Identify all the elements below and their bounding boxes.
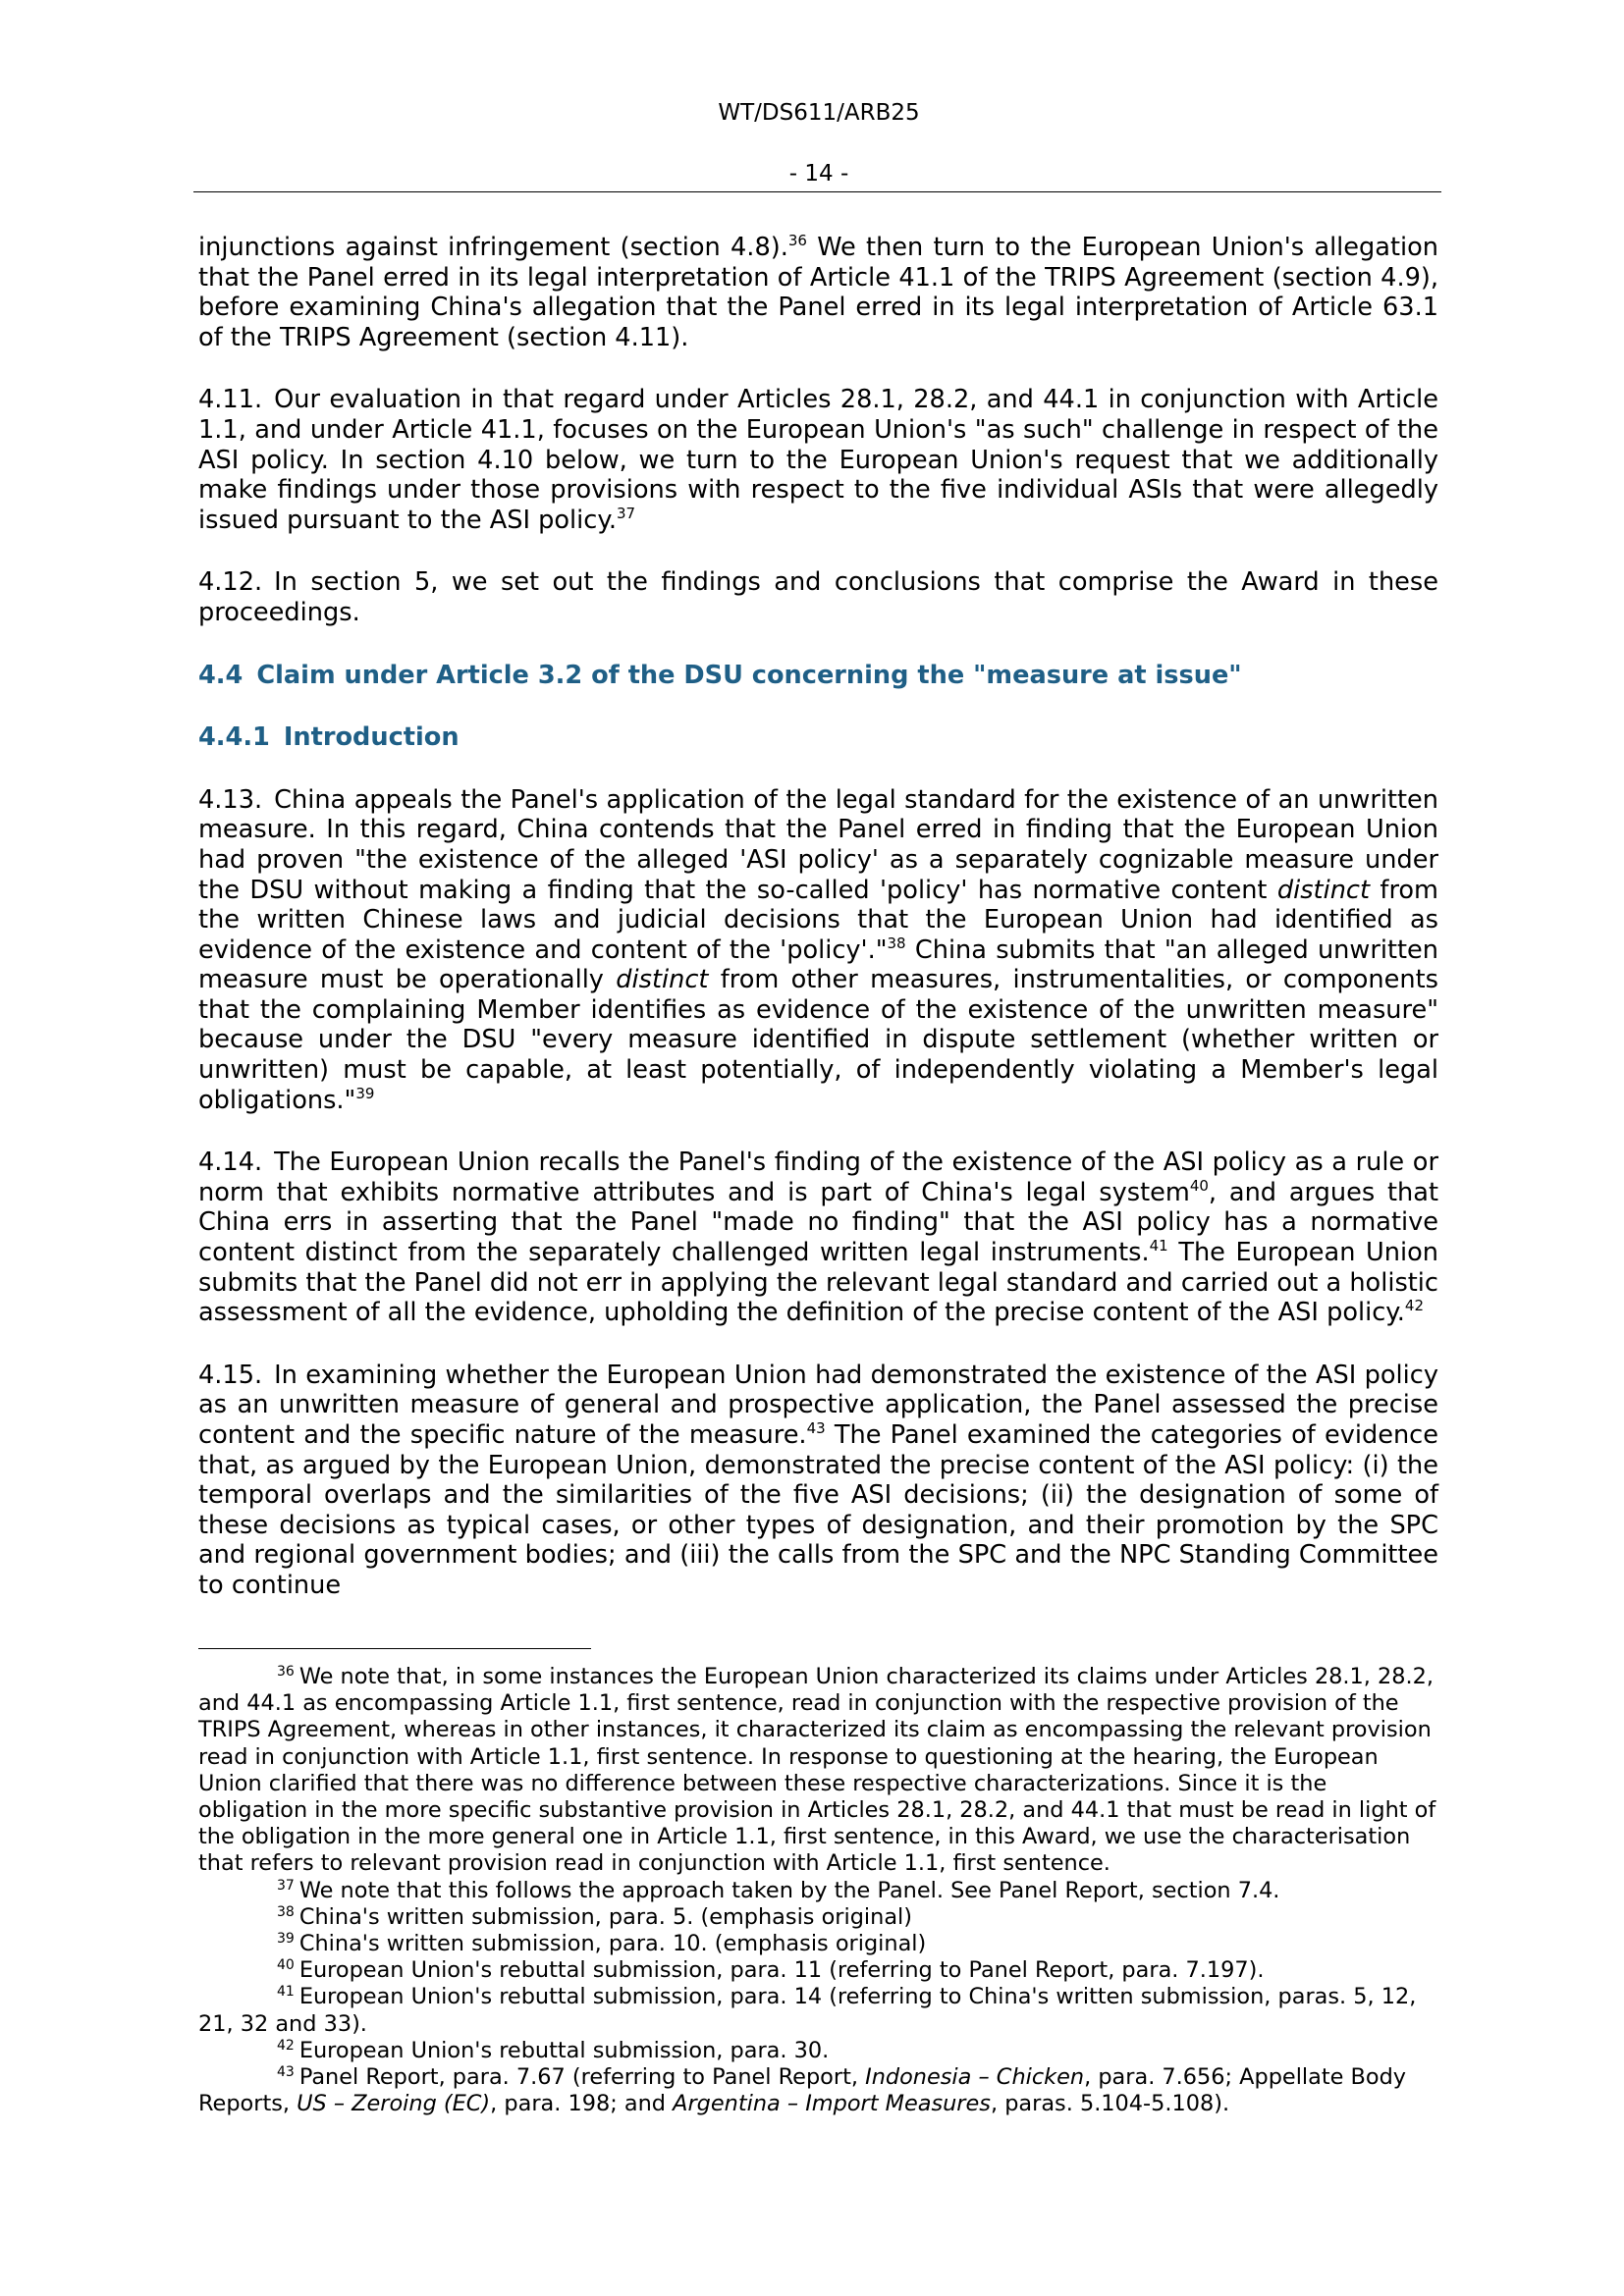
- footnote-number: 43: [277, 2064, 295, 2081]
- paragraph-number: 4.13.: [198, 784, 263, 815]
- footnote-ref[interactable]: 37: [616, 504, 636, 522]
- document-symbol: WT/DS611/ARB25: [718, 100, 920, 126]
- footnote-41: $^{41}$ European Union's rebuttal submission, para. 14 (referring to China's written submission, paras. 5, 12, 21, 32 and 33).: [198, 1984, 1417, 2037]
- section-heading-4-4: [198, 661, 1438, 691]
- header-rule: [193, 191, 1441, 192]
- footnote-number: 38: [277, 1903, 295, 1920]
- footnote-ref[interactable]: 39: [355, 1084, 375, 1102]
- footnote-ref[interactable]: 40: [1189, 1176, 1209, 1195]
- heading-text: Introduction: [283, 722, 460, 753]
- footnote-ref[interactable]: 36: [787, 232, 807, 249]
- paragraph-4-12: 4.12. In section 5, we set out the findings and conclusions that comprise the Award in these proceedings.: [198, 567, 1438, 627]
- paragraph-continued: injunctions against infringement (section 4.8).$^{36}$ We then turn to the European Union's allegation that the Panel erred in its legal interpretation of Article 41.1 of the TRIPS Agreement (section 4.9), before examining China's allegation that the Panel erred in its legal interpretation of Article 63.1 of the TRIPS Agreement (section 4.11).: [198, 232, 1438, 352]
- footnote-number: 36: [277, 1664, 295, 1680]
- paragraph-4-11: 4.11. Our evaluation in that regard under Articles 28.1, 28.2, and 44.1 in conjunction with Article 1.1, and under Article 41.1, focuses on the European Union's "as such" challenge in respect of the ASI policy. In section 4.10 below, we turn to the European Union's request that we additionally make findings under those provisions with respect to the five individual ASIs that were allegedly issued pursuant to the ASI policy.$^{37}$: [198, 385, 1438, 535]
- paragraph-number: 4.12.: [198, 567, 263, 598]
- footnote-37: $^{37}$ We note that this follows the approach taken by the Panel. See Panel Report, section 7.4.: [277, 1877, 1280, 1903]
- footnote-39: $^{39}$ China's written submission, para. 10. (emphasis original): [277, 1931, 927, 1957]
- footnote-number: 41: [277, 1984, 295, 2001]
- footnote-ref[interactable]: 43: [806, 1419, 826, 1437]
- footnote-number: 42: [277, 2037, 295, 2054]
- heading-number: 4.4.1: [198, 722, 270, 753]
- section-heading-4-4-1: [198, 722, 1438, 753]
- footnote-43: $^{43}$ Panel Report, para. 7.67 (referring to Panel Report, Indonesia – Chicken, para. 7.656; Appellate Body Reports, US – Zeroing (EC), para. 198; and Argentina – Import Measures, paras. 5.104-5.108).: [198, 2064, 1407, 2117]
- body-text: [198, 233, 1438, 1633]
- footnote-36: $^{36}$ We note that, in some instances the European Union characterized its claims under Articles 28.1, 28.2, and 44.1 as encompassing Article 1.1, first sentence, read in conjunction with the respective provision of the TRIPS Agreement, whereas in other instances, it characterized its claim as encompassing the relevant provision read in conjunction with Article 1.1, first sentence. In response to questioning at the hearing, the European Union clarified that there was no difference between these respective characterizations. Since it is the obligation in the more specific substantive provision in Articles 28.1, 28.2, and 44.1 that must be read in light of the obligation in the more general one in Article 1.1, first sentence, in this Award, we use the characterisation that refers to relevant provision read in conjunction with Article 1.1, first sentence.: [198, 1664, 1436, 1877]
- footnotes: [198, 1664, 1438, 2117]
- footnote-separator: [198, 1648, 591, 1649]
- footnote-number: 37: [277, 1877, 295, 1894]
- paragraph-number: 4.15.: [198, 1360, 263, 1390]
- footnote-number: 40: [277, 1957, 295, 1974]
- heading-text: Claim under Article 3.2 of the DSU concerning the "measure at issue": [256, 660, 1242, 690]
- footnote-42: $^{42}$ European Union's rebuttal submission, para. 30.: [277, 2037, 830, 2063]
- paragraph-4-15: 4.15. In examining whether the European Union had demonstrated the existence of the ASI policy as an unwritten measure of general and prospective application, the Panel assessed the precise content and the specific nature of the measure.$^{43}$ The Panel examined the categories of evidence that, as argued by the European Union, demonstrated the precise content of the ASI policy: (i) the temporal overlaps and the similarities of the five ASI decisions; (ii) the designation of some of these decisions as typical cases, or other types of designation, and their promotion by the SPC and regional government bodies; and (iii) the calls from the SPC and the NPC Standing Committee to continue: [198, 1360, 1438, 1600]
- heading-number: 4.4: [198, 660, 244, 690]
- paragraph-4-14: 4.14. The European Union recalls the Panel's finding of the existence of the ASI policy as a rule or norm that exhibits normative attributes and is part of China's legal system$^{40}$, and argues that China errs in asserting that the Panel "made no finding" that the ASI policy has a normative content distinct from the separately challenged written legal instruments.$^{41}$ The European Union submits that the Panel did not err in applying the relevant legal standard and carried out a holistic assessment of all the evidence, upholding the definition of the precise content of the ASI policy.$^{42}$: [198, 1148, 1438, 1328]
- footnote-number: 39: [277, 1931, 295, 1948]
- footnote-38: $^{38}$ China's written submission, para. 5. (emphasis original): [277, 1903, 912, 1930]
- paragraph-number: 4.14.: [198, 1148, 263, 1178]
- footnote-ref[interactable]: 41: [1149, 1237, 1168, 1255]
- footnote-40: $^{40}$ European Union's rebuttal submission, para. 11 (referring to Panel Report, para. 7.197).: [277, 1957, 1265, 1984]
- footnote-ref[interactable]: 38: [887, 934, 906, 952]
- paragraph-4-13: 4.13. China appeals the Panel's application of the legal standard for the existence of an unwritten measure. In this regard, China contends that the Panel erred in finding that the European Union had proven "the existence of the alleged 'ASI policy' as a separately cognizable measure under the DSU without making a finding that the so-called 'policy' has normative content distinct from the written Chinese laws and judicial decisions that the European Union had identified as evidence of the existence and content of the 'policy'."$^{38}$ China submits that "an alleged unwritten measure must be operationally distinct from other measures, instrumentalities, or components that the complaining Member identifies as evidence of the existence of the unwritten measure" because under the DSU "every measure identified in dispute settlement (whether written or unwritten) must be capable, at least potentially, of independently violating a Member's legal obligations."$^{39}$: [198, 784, 1438, 1115]
- paragraph-number: 4.11.: [198, 385, 263, 415]
- page-number: - 14 -: [788, 161, 849, 187]
- footnote-ref[interactable]: 42: [1404, 1297, 1425, 1315]
